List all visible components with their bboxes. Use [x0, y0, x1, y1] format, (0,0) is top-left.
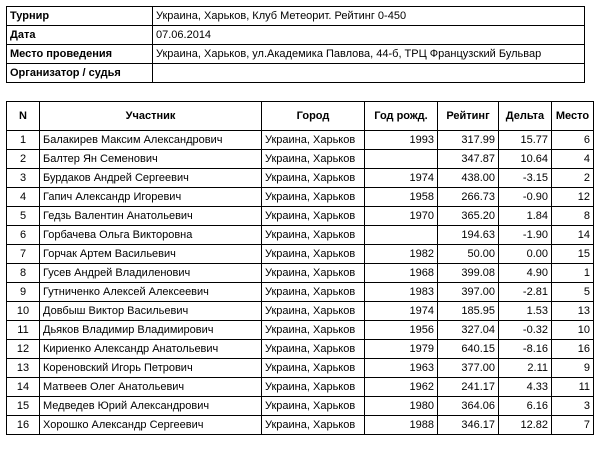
tournament-label: Турнир — [7, 7, 153, 26]
header-birth-year: Год рожд. — [365, 102, 438, 131]
delta: 1.84 — [499, 207, 552, 226]
birth-year: 1968 — [365, 264, 438, 283]
birth-year: 1988 — [365, 416, 438, 435]
delta: 4.90 — [499, 264, 552, 283]
rating: 327.04 — [438, 321, 499, 340]
city: Украина, Харьков — [262, 302, 365, 321]
birth-year: 1963 — [365, 359, 438, 378]
venue-label: Место проведения — [7, 45, 153, 64]
header-city: Город — [262, 102, 365, 131]
delta: -2.81 — [499, 283, 552, 302]
row-number: 14 — [7, 378, 40, 397]
rating: 194.63 — [438, 226, 499, 245]
place: 10 — [552, 321, 594, 340]
delta: -0.32 — [499, 321, 552, 340]
city: Украина, Харьков — [262, 397, 365, 416]
table-row — [7, 150, 594, 169]
participant-name: Хорошко Александр Сергеевич — [40, 416, 262, 435]
city: Украина, Харьков — [262, 245, 365, 264]
participant-name: Матвеев Олег Анатольевич — [40, 378, 262, 397]
place: 1 — [552, 264, 594, 283]
venue-row — [7, 45, 585, 64]
place: 7 — [552, 416, 594, 435]
row-number: 1 — [7, 131, 40, 150]
participant-name: Гусев Андрей Владиленович — [40, 264, 262, 283]
header-place: Место — [552, 102, 594, 131]
delta: 0.00 — [499, 245, 552, 264]
date-value: 07.06.2014 — [153, 26, 585, 45]
table-row — [7, 207, 594, 226]
city: Украина, Харьков — [262, 416, 365, 435]
birth-year: 1980 — [365, 397, 438, 416]
row-number: 9 — [7, 283, 40, 302]
row-number: 2 — [7, 150, 40, 169]
tournament-value: Украина, Харьков, Клуб Метеорит. Рейтинг 0-450 — [153, 7, 585, 26]
city: Украина, Харьков — [262, 169, 365, 188]
participant-name: Кириенко Александр Анатольевич — [40, 340, 262, 359]
rating: 241.17 — [438, 378, 499, 397]
rating: 365.20 — [438, 207, 499, 226]
header-rating: Рейтинг — [438, 102, 499, 131]
participant-name: Гутниченко Алексей Алексеевич — [40, 283, 262, 302]
delta: -8.16 — [499, 340, 552, 359]
city: Украина, Харьков — [262, 340, 365, 359]
table-row — [7, 188, 594, 207]
delta: -3.15 — [499, 169, 552, 188]
participant-name: Балакирев Максим Александрович — [40, 131, 262, 150]
rating: 346.17 — [438, 416, 499, 435]
venue-value: Украина, Харьков, ул.Академика Павлова, 44-б, ТРЦ Французский Бульвар — [153, 45, 585, 64]
birth-year: 1974 — [365, 302, 438, 321]
table-row — [7, 131, 594, 150]
tournament-row — [7, 7, 585, 26]
rating: 364.06 — [438, 397, 499, 416]
organizer-value — [153, 64, 585, 83]
row-number: 12 — [7, 340, 40, 359]
row-number: 6 — [7, 226, 40, 245]
results-table — [6, 101, 594, 435]
participant-name: Горчак Артем Васильевич — [40, 245, 262, 264]
participant-name: Дьяков Владимир Владимирович — [40, 321, 262, 340]
row-number: 4 — [7, 188, 40, 207]
city: Украина, Харьков — [262, 283, 365, 302]
participant-name: Довбыш Виктор Васильевич — [40, 302, 262, 321]
results-body — [7, 131, 594, 435]
table-row — [7, 340, 594, 359]
table-row — [7, 416, 594, 435]
birth-year: 1956 — [365, 321, 438, 340]
delta: 15.77 — [499, 131, 552, 150]
rating: 347.87 — [438, 150, 499, 169]
birth-year: 1993 — [365, 131, 438, 150]
participant-name: Кореновский Игорь Петрович — [40, 359, 262, 378]
place: 13 — [552, 302, 594, 321]
participant-name: Гедзь Валентин Анатольевич — [40, 207, 262, 226]
row-number: 7 — [7, 245, 40, 264]
delta: -1.90 — [499, 226, 552, 245]
rating: 640.15 — [438, 340, 499, 359]
city: Украина, Харьков — [262, 150, 365, 169]
delta: -0.90 — [499, 188, 552, 207]
table-row — [7, 321, 594, 340]
place: 8 — [552, 207, 594, 226]
city: Украина, Харьков — [262, 207, 365, 226]
delta: 4.33 — [499, 378, 552, 397]
place: 3 — [552, 397, 594, 416]
row-number: 15 — [7, 397, 40, 416]
table-row — [7, 226, 594, 245]
place: 6 — [552, 131, 594, 150]
row-number: 8 — [7, 264, 40, 283]
delta: 10.64 — [499, 150, 552, 169]
participant-name: Медведев Юрий Александрович — [40, 397, 262, 416]
place: 15 — [552, 245, 594, 264]
delta: 6.16 — [499, 397, 552, 416]
city: Украина, Харьков — [262, 264, 365, 283]
birth-year: 1962 — [365, 378, 438, 397]
rating: 50.00 — [438, 245, 499, 264]
place: 12 — [552, 188, 594, 207]
place: 16 — [552, 340, 594, 359]
row-number: 3 — [7, 169, 40, 188]
row-number: 13 — [7, 359, 40, 378]
rating: 438.00 — [438, 169, 499, 188]
table-row — [7, 359, 594, 378]
place: 5 — [552, 283, 594, 302]
row-number: 5 — [7, 207, 40, 226]
row-number: 16 — [7, 416, 40, 435]
header-number: N — [7, 102, 40, 131]
date-label: Дата — [7, 26, 153, 45]
table-row — [7, 302, 594, 321]
table-row — [7, 283, 594, 302]
place: 4 — [552, 150, 594, 169]
city: Украина, Харьков — [262, 131, 365, 150]
participant-name: Горбачева Ольга Викторовна — [40, 226, 262, 245]
birth-year — [365, 226, 438, 245]
rating: 185.95 — [438, 302, 499, 321]
participant-name: Балтер Ян Семенович — [40, 150, 262, 169]
delta: 12.82 — [499, 416, 552, 435]
birth-year — [365, 150, 438, 169]
organizer-row — [7, 64, 585, 83]
header-delta: Дельта — [499, 102, 552, 131]
table-row — [7, 169, 594, 188]
date-row — [7, 26, 585, 45]
birth-year: 1979 — [365, 340, 438, 359]
row-number: 10 — [7, 302, 40, 321]
rating: 399.08 — [438, 264, 499, 283]
birth-year: 1983 — [365, 283, 438, 302]
place: 9 — [552, 359, 594, 378]
table-row — [7, 264, 594, 283]
place: 11 — [552, 378, 594, 397]
rating: 377.00 — [438, 359, 499, 378]
table-row — [7, 378, 594, 397]
results-header-row — [7, 102, 594, 131]
delta: 2.11 — [499, 359, 552, 378]
city: Украина, Харьков — [262, 226, 365, 245]
rating: 397.00 — [438, 283, 499, 302]
place: 2 — [552, 169, 594, 188]
city: Украина, Харьков — [262, 188, 365, 207]
birth-year: 1958 — [365, 188, 438, 207]
participant-name: Гапич Александр Игоревич — [40, 188, 262, 207]
city: Украина, Харьков — [262, 378, 365, 397]
birth-year: 1982 — [365, 245, 438, 264]
city: Украина, Харьков — [262, 321, 365, 340]
table-row — [7, 245, 594, 264]
rating: 317.99 — [438, 131, 499, 150]
tournament-info-table — [6, 6, 585, 83]
delta: 1.53 — [499, 302, 552, 321]
row-number: 11 — [7, 321, 40, 340]
place: 14 — [552, 226, 594, 245]
header-participant: Участник — [40, 102, 262, 131]
birth-year: 1974 — [365, 169, 438, 188]
birth-year: 1970 — [365, 207, 438, 226]
city: Украина, Харьков — [262, 359, 365, 378]
organizer-label: Организатор / судья — [7, 64, 153, 83]
participant-name: Бурдаков Андрей Сергеевич — [40, 169, 262, 188]
rating: 266.73 — [438, 188, 499, 207]
table-row — [7, 397, 594, 416]
